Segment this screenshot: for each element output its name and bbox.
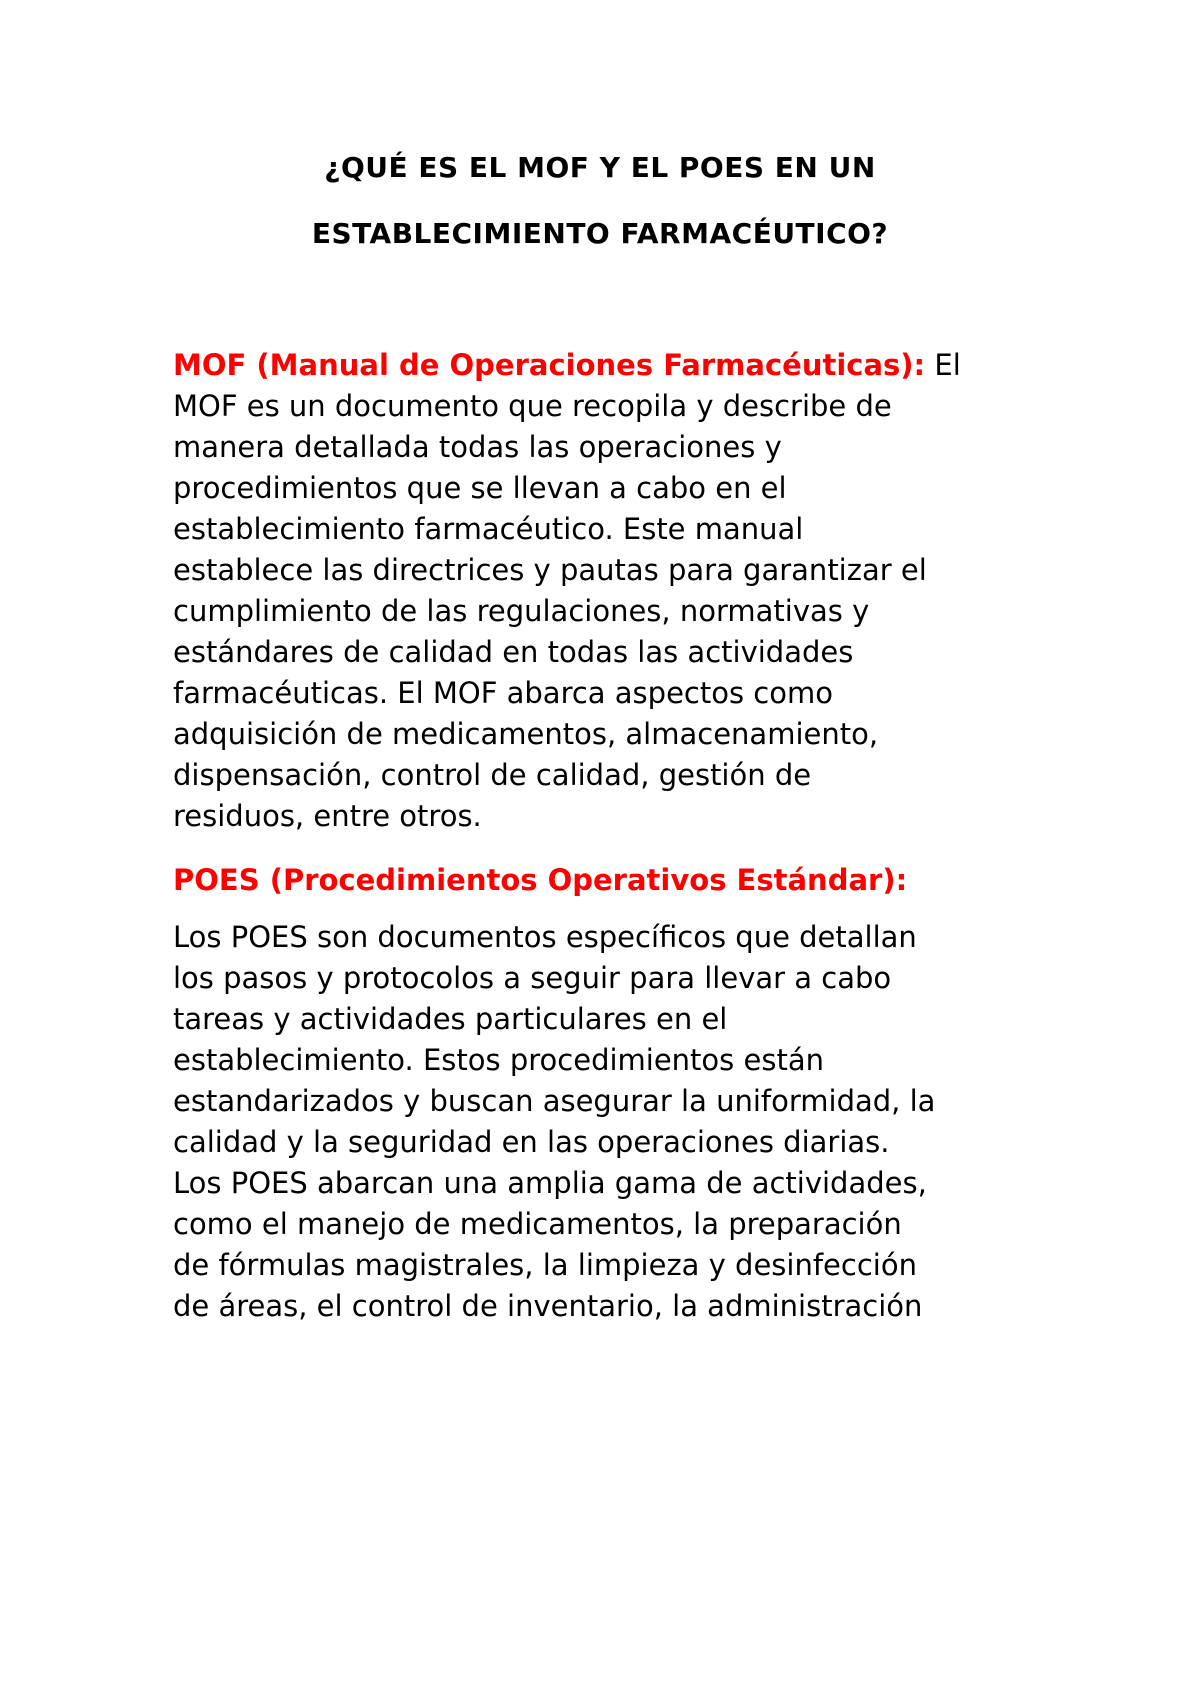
mof-paragraph-line: adquisición de medicamentos, almacenamiento, xyxy=(173,717,879,751)
poes-paragraph-line: establecimiento. Estos procedimientos están xyxy=(173,1043,824,1077)
mof-paragraph-line: cumplimiento de las regulaciones, normativas y xyxy=(173,594,870,628)
mof-paragraph-line: dispensación, control de calidad, gestión de xyxy=(173,758,812,792)
mof-heading: MOF (Manual de Operaciones Farmacéuticas): xyxy=(173,348,926,382)
mof-paragraph-line: residuos, entre otros. xyxy=(173,799,482,833)
mof-paragraph-line: MOF es un documento que recopila y describe de xyxy=(173,389,892,423)
mof-paragraph-line: procedimientos que se llevan a cabo en el xyxy=(173,471,787,505)
poes-heading-block xyxy=(173,860,1053,901)
poes-paragraph-line: tareas y actividades particulares en el xyxy=(173,1002,728,1036)
poes-paragraph-line: calidad y la seguridad en las operaciones diarias. xyxy=(173,1125,890,1159)
poes-heading: POES (Procedimientos Operativos Estándar): xyxy=(173,863,908,897)
mof-paragraph-line: establece las directrices y pautas para garantizar el xyxy=(173,553,927,587)
mof-paragraph-line: farmacéuticas. El MOF abarca aspectos como xyxy=(173,676,833,710)
poes-section xyxy=(173,917,1053,1327)
poes-paragraph-line: de áreas, el control de inventario, la administración xyxy=(173,1289,923,1323)
mof-first-line xyxy=(173,345,1053,386)
poes-paragraph-line: estandarizados y buscan asegurar la uniformidad, la xyxy=(173,1084,936,1118)
poes-paragraph-line: Los POES abarcan una amplia gama de actividades, xyxy=(173,1166,927,1200)
poes-paragraph-line: como el manejo de medicamentos, la preparación xyxy=(173,1207,902,1241)
document-title-line-2: ESTABLECIMIENTO FARMACÉUTICO? xyxy=(311,217,889,250)
mof-first-line-tail: El xyxy=(925,348,961,382)
mof-paragraph-line: manera detallada todas las operaciones y xyxy=(173,430,782,464)
mof-section xyxy=(173,345,1053,837)
poes-paragraph-line: Los POES son documentos específicos que detallan xyxy=(173,920,917,954)
poes-paragraph-line: de fórmulas magistrales, la limpieza y desinfección xyxy=(173,1248,917,1282)
document-title-line-1: ¿QUÉ ES EL MOF Y EL POES EN UN xyxy=(324,151,876,184)
mof-paragraph-line: establecimiento farmacéutico. Este manual xyxy=(173,512,804,546)
poes-paragraph-line: los pasos y protocolos a seguir para llevar a cabo xyxy=(173,961,892,995)
mof-paragraph-line: estándares de calidad en todas las actividades xyxy=(173,635,854,669)
